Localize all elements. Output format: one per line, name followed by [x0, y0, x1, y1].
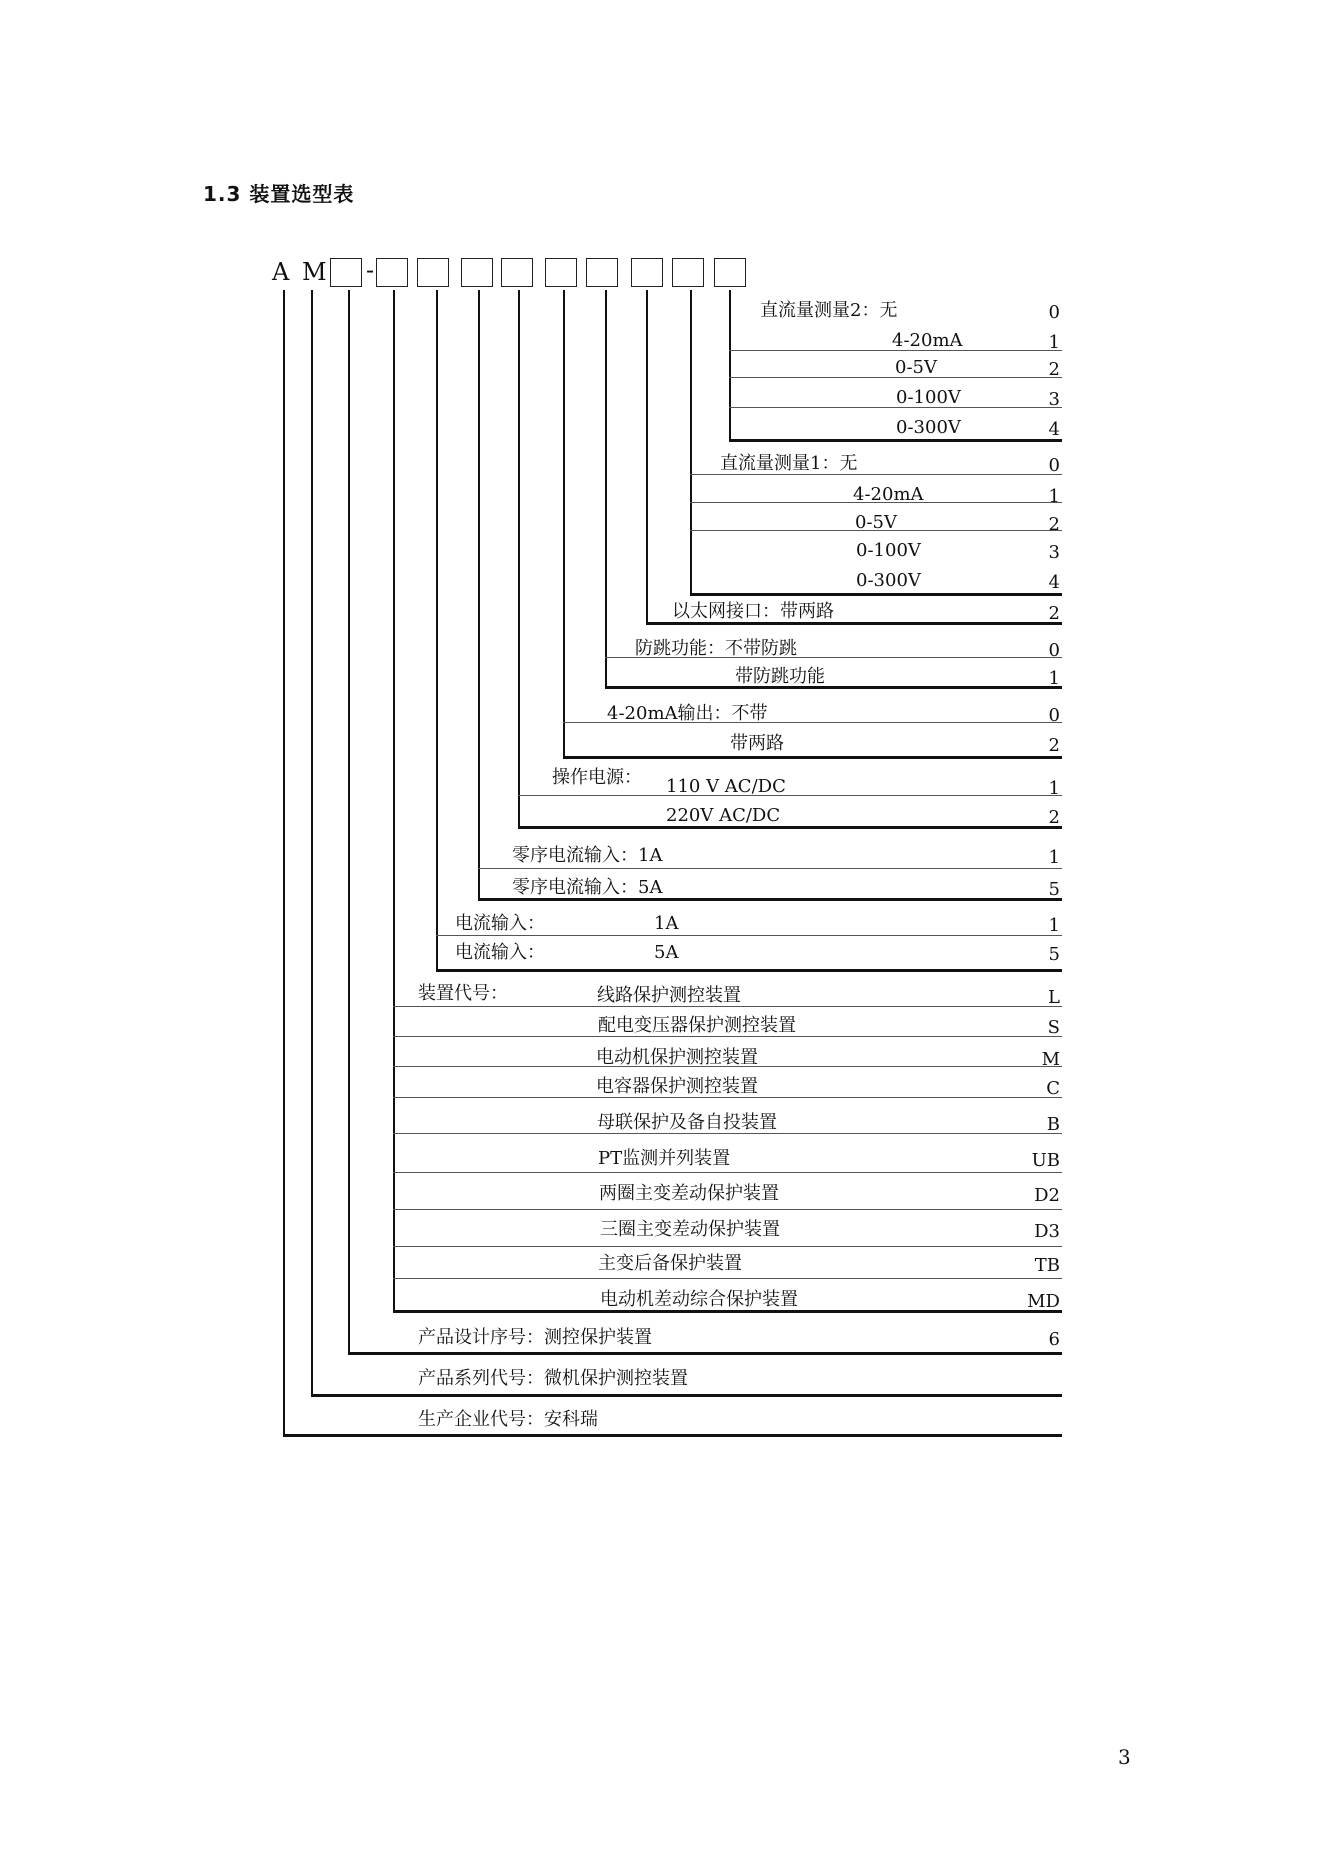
option-label: 0-300V: [856, 570, 921, 591]
option-label: 三圈主变差动保护装置: [600, 1219, 780, 1240]
option-code: 3: [1048, 542, 1060, 563]
connector-line-dc1: [690, 290, 692, 595]
option-label: 带两路: [730, 733, 784, 754]
connector-line-maker: [283, 290, 285, 1436]
option-code: 2: [1048, 514, 1060, 535]
option-label: 以太网接口：带两路: [672, 601, 834, 622]
option-label: 线路保护测控装置: [597, 985, 741, 1006]
option-label: 带防跳功能: [735, 666, 825, 687]
option-label: 配电变压器保护测控装置: [598, 1015, 796, 1036]
option-label: 两圈主变差动保护装置: [599, 1183, 779, 1204]
connector-line-analog-out: [563, 290, 565, 758]
option-code: 2: [1048, 735, 1060, 756]
option-sub-label: 5A: [654, 942, 679, 963]
group-end-line-power: [518, 826, 1062, 829]
group-end-line-anti-jump: [605, 686, 1062, 689]
option-label: 0-300V: [896, 417, 961, 438]
option-code: 1: [1048, 847, 1060, 868]
option-label: 防跳功能：不带防跳: [635, 638, 797, 659]
group-end-line-current: [436, 969, 1062, 972]
row-separator-device: [393, 1278, 1062, 1279]
connector-line-design: [348, 290, 350, 1354]
connector-line-power: [518, 290, 520, 828]
option-code: S: [1047, 1017, 1060, 1038]
option-label: 生产企业代号：安科瑞: [418, 1409, 598, 1430]
row-separator-device: [393, 1172, 1062, 1173]
option-code: L: [1048, 987, 1060, 1008]
option-code: 5: [1048, 879, 1060, 900]
option-code: 2: [1048, 603, 1060, 624]
option-code: 2: [1048, 807, 1060, 828]
option-code: MD: [1027, 1291, 1060, 1312]
option-label: 电容器保护测控装置: [596, 1076, 758, 1097]
option-code: 4: [1048, 572, 1060, 593]
group-end-line-series: [311, 1394, 1062, 1397]
connector-line-current: [436, 290, 438, 971]
option-code: 6: [1048, 1329, 1060, 1350]
row-separator-power: [518, 795, 1062, 796]
option-code: 0: [1048, 455, 1060, 476]
option-label: 直流量测量1：无: [720, 453, 858, 474]
page-number: 3: [1118, 1745, 1131, 1769]
option-label: 电动机保护测控装置: [596, 1047, 758, 1068]
row-separator-zero-seq: [478, 868, 1062, 869]
option-label: 产品设计序号：测控保护装置: [418, 1327, 652, 1348]
connector-line-zero-seq: [478, 290, 480, 900]
option-label: 零序电流输入：1A: [512, 845, 663, 866]
option-label: 4-20mA: [892, 330, 963, 351]
option-code: B: [1046, 1114, 1060, 1135]
option-code: 3: [1048, 389, 1060, 410]
option-code: 1: [1048, 915, 1060, 936]
option-code: 2: [1048, 359, 1060, 380]
option-code: 0: [1048, 640, 1060, 661]
option-code: D3: [1034, 1221, 1060, 1242]
row-separator-device: [393, 1209, 1062, 1210]
option-code: 5: [1048, 944, 1060, 965]
option-label: 0-100V: [896, 387, 961, 408]
option-label: 电流输入：: [455, 913, 545, 934]
option-label: 电动机差动综合保护装置: [600, 1289, 798, 1310]
group-end-line-analog-out: [563, 756, 1062, 759]
option-code: C: [1046, 1078, 1060, 1099]
option-code: 0: [1048, 705, 1060, 726]
group-label-power: 操作电源：: [552, 767, 642, 788]
option-code: 1: [1048, 486, 1060, 507]
connector-line-anti-jump: [605, 290, 607, 688]
option-label: 220V AC/DC: [666, 805, 781, 826]
option-code: 0: [1048, 302, 1060, 323]
option-label: 主变后备保护装置: [598, 1253, 742, 1274]
code-dash: -: [366, 256, 375, 284]
option-code: UB: [1031, 1150, 1060, 1171]
group-label-device: 装置代号：: [418, 983, 508, 1004]
option-code: 4: [1048, 419, 1060, 440]
option-label: PT监测并列装置: [598, 1148, 731, 1169]
connector-line-dc2: [729, 290, 731, 441]
option-label: 0-5V: [895, 357, 937, 378]
code-letter-m: M: [302, 258, 327, 286]
option-label: 110 V AC/DC: [666, 776, 786, 797]
connector-line-ethernet: [646, 290, 648, 624]
option-label: 电流输入：: [455, 942, 545, 963]
option-label: 零序电流输入：5A: [512, 877, 663, 898]
connector-line-device: [393, 290, 395, 1312]
option-label: 4-20mA: [853, 484, 924, 505]
code-letter-a: A: [272, 258, 290, 286]
group-end-line-maker: [283, 1434, 1062, 1437]
connector-line-series: [311, 290, 313, 1396]
option-label: 0-100V: [856, 540, 921, 561]
option-label: 母联保护及备自投装置: [597, 1112, 777, 1133]
option-code: TB: [1034, 1255, 1060, 1276]
option-code: D2: [1034, 1185, 1060, 1206]
section-heading: 1.3 装置选型表: [203, 182, 355, 206]
option-code: 1: [1048, 332, 1060, 353]
row-separator-device: [393, 1246, 1062, 1247]
option-label: 产品系列代号：微机保护测控装置: [418, 1368, 688, 1389]
option-label: 直流量测量2：无: [760, 300, 898, 321]
option-code: 1: [1048, 778, 1060, 799]
row-separator-current: [436, 935, 1062, 936]
option-code: 1: [1048, 668, 1060, 689]
group-end-line-design: [348, 1352, 1062, 1355]
option-label: 0-5V: [855, 512, 897, 533]
option-label: 4-20mA输出：不带: [607, 703, 768, 724]
option-sub-label: 1A: [654, 913, 679, 934]
option-code: M: [1041, 1049, 1060, 1070]
